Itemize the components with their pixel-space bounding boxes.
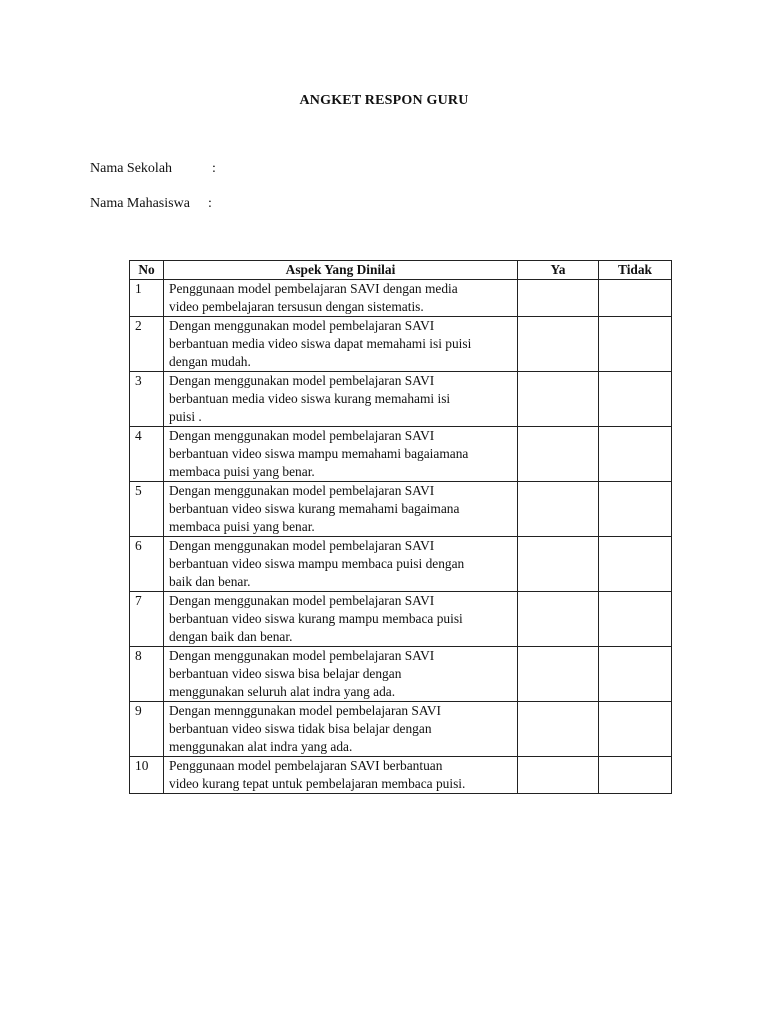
document-title: ANGKET RESPON GURU bbox=[299, 93, 469, 108]
row-number: 4 bbox=[130, 427, 164, 482]
aspect-line: berbantuan video siswa mampu membaca puisi dengan bbox=[169, 556, 465, 571]
answer-no-cell[interactable] bbox=[599, 702, 672, 757]
aspect-line: Dengan menggunakan model pembelajaran SAVI bbox=[169, 538, 435, 553]
answer-yes-cell[interactable] bbox=[518, 280, 599, 317]
answer-no-cell[interactable] bbox=[599, 317, 672, 372]
aspect-line: membaca puisi yang benar. bbox=[169, 519, 315, 534]
table-row bbox=[130, 757, 672, 794]
aspect-line: Dengan menggunakan model pembelajaran SAVI bbox=[169, 593, 435, 608]
table-row bbox=[130, 702, 672, 757]
row-number: 5 bbox=[130, 482, 164, 537]
field-student-name bbox=[90, 196, 212, 212]
school-name-separator: : bbox=[212, 161, 216, 176]
student-name-label: Nama Mahasiswa bbox=[90, 196, 190, 211]
aspect-line: dengan mudah. bbox=[169, 354, 251, 369]
table-row bbox=[130, 317, 672, 372]
table-row bbox=[130, 647, 672, 702]
aspect-line: dengan baik dan benar. bbox=[169, 629, 293, 644]
aspect-statement bbox=[164, 702, 518, 757]
aspect-line: Dengan menggunakan model pembelajaran SAVI bbox=[169, 428, 435, 443]
aspect-line: membaca puisi yang benar. bbox=[169, 464, 315, 479]
aspect-line: Penggunaan model pembelajaran SAVI dengan media bbox=[169, 281, 458, 296]
aspect-line: video pembelajaran tersusun dengan sistematis. bbox=[169, 299, 424, 314]
row-number: 6 bbox=[130, 537, 164, 592]
answer-no-cell[interactable] bbox=[599, 537, 672, 592]
header-yes: Ya bbox=[518, 261, 599, 280]
answer-no-cell[interactable] bbox=[599, 482, 672, 537]
aspect-statement bbox=[164, 280, 518, 317]
table-row bbox=[130, 537, 672, 592]
aspect-statement bbox=[164, 482, 518, 537]
row-number: 3 bbox=[130, 372, 164, 427]
header-no-answer: Tidak bbox=[599, 261, 672, 280]
aspect-line: berbantuan video siswa tidak bisa belajar dengan bbox=[169, 721, 432, 736]
table-row bbox=[130, 592, 672, 647]
answer-yes-cell[interactable] bbox=[518, 757, 599, 794]
aspect-statement bbox=[164, 317, 518, 372]
answer-no-cell[interactable] bbox=[599, 757, 672, 794]
aspect-statement bbox=[164, 537, 518, 592]
row-number: 1 bbox=[130, 280, 164, 317]
answer-yes-cell[interactable] bbox=[518, 427, 599, 482]
aspect-line: puisi . bbox=[169, 409, 202, 424]
table-header-row bbox=[130, 261, 672, 280]
answer-yes-cell[interactable] bbox=[518, 482, 599, 537]
header-no: No bbox=[130, 261, 164, 280]
aspect-line: berbantuan video siswa kurang mampu membaca puisi bbox=[169, 611, 463, 626]
field-school-name bbox=[90, 161, 216, 177]
aspect-line: berbantuan media video siswa kurang memahami isi bbox=[169, 391, 451, 406]
aspect-line: video kurang tepat untuk pembelajaran membaca puisi. bbox=[169, 776, 466, 791]
answer-no-cell[interactable] bbox=[599, 372, 672, 427]
aspect-line: berbantuan video siswa kurang memahami bagaimana bbox=[169, 501, 460, 516]
row-number: 9 bbox=[130, 702, 164, 757]
row-number: 10 bbox=[130, 757, 164, 794]
aspect-line: baik dan benar. bbox=[169, 574, 251, 589]
answer-yes-cell[interactable] bbox=[518, 317, 599, 372]
answer-yes-cell[interactable] bbox=[518, 647, 599, 702]
aspect-statement bbox=[164, 592, 518, 647]
row-number: 8 bbox=[130, 647, 164, 702]
answer-yes-cell[interactable] bbox=[518, 702, 599, 757]
table-body bbox=[130, 280, 672, 794]
aspect-line: Dengan menggunakan model pembelajaran SAVI bbox=[169, 483, 435, 498]
answer-yes-cell[interactable] bbox=[518, 592, 599, 647]
answer-no-cell[interactable] bbox=[599, 592, 672, 647]
aspect-line: Dengan mennggunakan model pembelajaran SAVI bbox=[169, 703, 441, 718]
row-number: 2 bbox=[130, 317, 164, 372]
aspect-line: berbantuan video siswa bisa belajar dengan bbox=[169, 666, 402, 681]
answer-no-cell[interactable] bbox=[599, 427, 672, 482]
aspect-line: menggunakan alat indra yang ada. bbox=[169, 739, 353, 754]
table-row bbox=[130, 482, 672, 537]
aspect-line: Dengan menggunakan model pembelajaran SAVI bbox=[169, 648, 435, 663]
school-name-label: Nama Sekolah bbox=[90, 161, 173, 176]
answer-yes-cell[interactable] bbox=[518, 537, 599, 592]
aspect-statement bbox=[164, 757, 518, 794]
table-row bbox=[130, 427, 672, 482]
answer-no-cell[interactable] bbox=[599, 647, 672, 702]
student-name-separator: : bbox=[208, 196, 212, 211]
row-number: 7 bbox=[130, 592, 164, 647]
header-aspect: Aspek Yang Dinilai bbox=[164, 261, 518, 280]
questionnaire-table bbox=[129, 260, 672, 794]
table-row bbox=[130, 280, 672, 317]
aspect-statement bbox=[164, 647, 518, 702]
aspect-statement bbox=[164, 372, 518, 427]
aspect-line: Dengan menggunakan model pembelajaran SAVI bbox=[169, 318, 435, 333]
answer-no-cell[interactable] bbox=[599, 280, 672, 317]
aspect-line: menggunakan seluruh alat indra yang ada. bbox=[169, 684, 396, 699]
aspect-line: berbantuan video siswa mampu memahami bagaiamana bbox=[169, 446, 469, 461]
table-row bbox=[130, 372, 672, 427]
aspect-line: Penggunaan model pembelajaran SAVI berbantuan bbox=[169, 758, 443, 773]
answer-yes-cell[interactable] bbox=[518, 372, 599, 427]
aspect-statement bbox=[164, 427, 518, 482]
aspect-line: Dengan menggunakan model pembelajaran SAVI bbox=[169, 373, 435, 388]
aspect-line: berbantuan media video siswa dapat memahami isi puisi bbox=[169, 336, 472, 351]
